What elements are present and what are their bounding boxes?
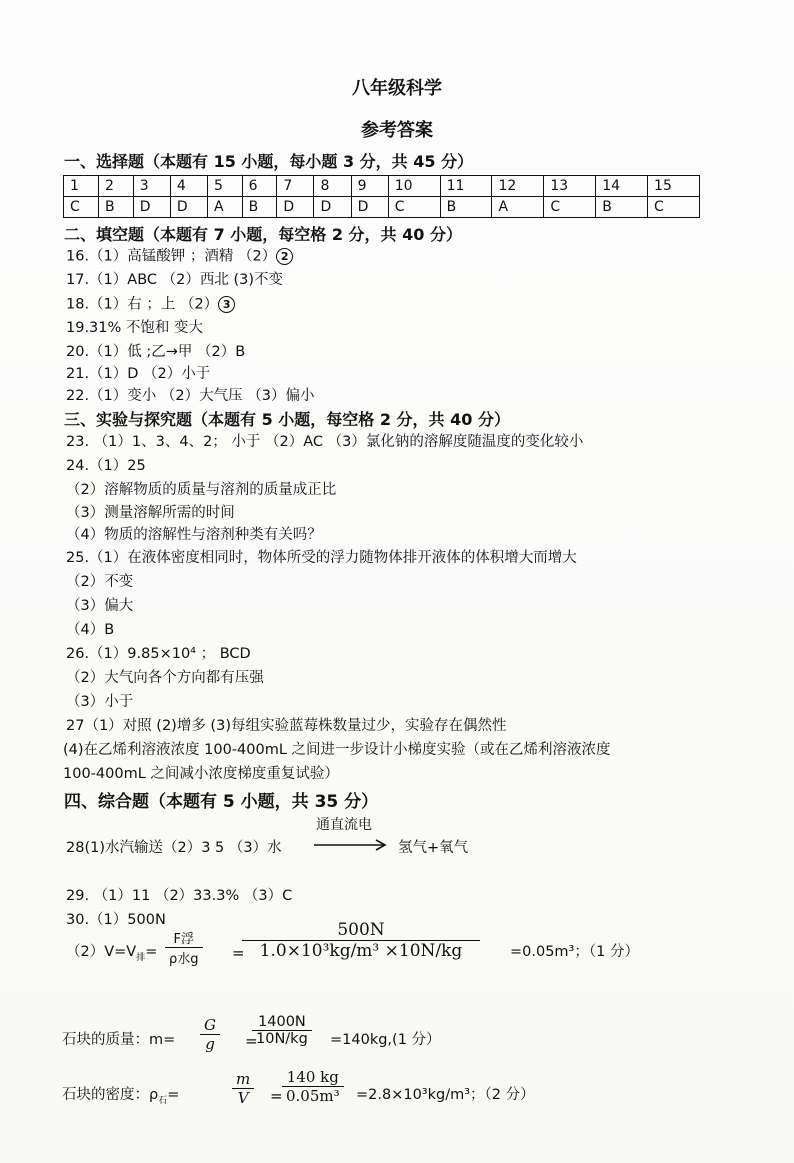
section2-heading: 二、填空题（本题有 7 小题，每空格 2 分，共 40 分） — [64, 225, 462, 244]
answer-cell: D — [351, 197, 388, 218]
answer-q18 — [66, 296, 235, 314]
answer-q27-2: (4)在乙烯利溶液浓度 100-400mL 之间进一步设计小梯度实验（或在乙烯利溶液浓度 — [63, 742, 611, 758]
answer-cell: C — [388, 197, 440, 218]
reaction-condition: 通直流电 — [316, 817, 372, 833]
circled-number: 3 — [218, 296, 235, 313]
answer-q28-left: 28(1)水汽输送（2）3 5 （3）水 — [66, 840, 282, 856]
equals-sign: = — [245, 1032, 258, 1050]
answer-cell: A — [208, 197, 243, 218]
equals-sign: = — [167, 1087, 180, 1103]
answer-cell: B — [99, 197, 134, 218]
fraction-buoyancy-over-density — [165, 928, 203, 967]
question-number-cell: 3 — [133, 176, 170, 197]
answer-q29: 29. （1）11 （2）33.3% （3）C — [66, 888, 293, 904]
answer-q25-4: （4）B — [66, 622, 115, 638]
answer-q17: 17.（1）ABC （2）西北 (3)不变 — [66, 272, 284, 288]
fraction-denominator: 0.05m³ — [286, 1087, 340, 1105]
equals-sign: = — [270, 1087, 283, 1105]
fraction-numerator: G — [204, 1016, 216, 1034]
page-subtitle: 参考答案 — [361, 120, 433, 141]
volume-expression: （2）V=V — [66, 944, 137, 960]
answer-q20: 20.（1）低 ;乙→甲 （2）B — [66, 344, 246, 360]
mass-label: 石块的质量：m= — [62, 1032, 176, 1048]
reaction-arrow-icon — [314, 838, 388, 852]
subscript-stone: 石 — [158, 1095, 168, 1106]
density-label-text: 石块的密度：ρ — [62, 1087, 159, 1103]
answer-cell: B — [242, 197, 277, 218]
question-number-cell: 5 — [208, 176, 243, 197]
fraction-mass-calculation — [252, 1014, 312, 1047]
page-title: 八年级科学 — [352, 78, 442, 99]
section1-heading: 一、选择题（本题有 15 小题，每小题 3 分，共 45 分） — [64, 152, 474, 171]
question-number-cell: 9 — [351, 176, 388, 197]
answer-q19: 19.31% 不饱和 变大 — [66, 320, 204, 336]
question-number-cell: 12 — [492, 176, 544, 197]
fraction-denominator: 10N/kg — [256, 1031, 308, 1047]
fraction-numerator: m — [236, 1070, 251, 1088]
question-number-cell: 6 — [242, 176, 277, 197]
answer-cell: D — [133, 197, 170, 218]
fraction-denominator: g — [205, 1035, 215, 1053]
circled-number: 2 — [276, 248, 293, 265]
answer-q16-text: 16.（1）高锰酸钾 ；酒精 （2） — [66, 248, 277, 265]
fraction-denominator: V — [237, 1089, 249, 1107]
answer-q28-products: 氢气+氧气 — [398, 840, 469, 856]
answer-q27-1: 27（1）对照 (2)增多 (3)每组实验蓝莓株数量过少，实验存在偶然性 — [66, 718, 507, 734]
question-number-cell: 11 — [440, 176, 492, 197]
question-number-cell: 8 — [314, 176, 351, 197]
fraction-denominator: ρ水g — [169, 952, 199, 967]
question-number-cell: 15 — [648, 176, 700, 197]
answer-q26-2: （2）大气向各个方向都有压强 — [66, 670, 264, 686]
answer-cell: A — [492, 197, 544, 218]
answer-q16 — [66, 248, 293, 266]
question-number-cell: 10 — [388, 176, 440, 197]
answer-q30-2-prefix — [66, 944, 157, 964]
answer-cell: D — [170, 197, 207, 218]
fraction-numerator: 140 kg — [286, 1068, 339, 1086]
answer-cell: D — [277, 197, 314, 218]
equals-sign: = — [145, 944, 158, 960]
answer-q24-2: （2）溶解物质的质量与溶剂的质量成正比 — [66, 482, 337, 498]
answer-cell: C — [648, 197, 700, 218]
fraction-volume-calculation — [242, 920, 480, 961]
fraction-density-calculation — [282, 1068, 344, 1105]
answer-cell: B — [596, 197, 648, 218]
answer-q23: 23. （1）1、3、4、2； 小于 （2）AC （3）氯化钠的溶解度随温度的变化较小 — [66, 434, 584, 450]
fraction-denominator: 1.0×10³kg/m³ ×10N/kg — [259, 941, 463, 961]
answer-cell: C — [544, 197, 596, 218]
question-number-cell: 14 — [596, 176, 648, 197]
equals-sign: = — [232, 944, 245, 962]
fraction-numerator: 500N — [337, 920, 385, 940]
question-number-cell: 7 — [277, 176, 314, 197]
question-number-cell: 4 — [170, 176, 207, 197]
question-number-row — [64, 176, 700, 197]
question-number-cell: 1 — [64, 176, 99, 197]
answer-q24-3: （3）测量溶解所需的时间 — [66, 505, 235, 521]
answer-q27-3: 100-400mL 之间减小浓度梯度重复试验） — [63, 766, 339, 782]
section3-heading: 三、实验与探究题（本题有 5 小题，每空格 2 分，共 40 分） — [64, 410, 510, 429]
density-result: =2.8×10³kg/m³；（2 分） — [356, 1087, 535, 1103]
density-label — [62, 1087, 179, 1107]
volume-result: =0.05m³；（1 分） — [510, 944, 639, 960]
answer-cell: B — [440, 197, 492, 218]
answer-q25-3: （3）偏大 — [66, 598, 134, 614]
subscript-displaced: 排 — [136, 952, 146, 963]
answer-q26-1: 26.（1）9.85×10⁴ ； BCD — [66, 646, 251, 662]
answer-row — [64, 197, 700, 218]
answer-q21: 21.（1）D （2）小于 — [66, 366, 211, 382]
answer-cell: D — [314, 197, 351, 218]
answer-q26-3: （3）小于 — [66, 694, 134, 710]
choice-answer-table — [63, 175, 700, 218]
answer-q18-text: 18.（1）右 ；上 （2） — [66, 296, 219, 313]
answer-q30-1: 30.（1）500N — [66, 912, 166, 928]
mass-result: =140kg,(1 分） — [330, 1032, 441, 1048]
question-number-cell: 13 — [544, 176, 596, 197]
section4-heading: 四、综合题（本题有 5 小题，共 35 分） — [64, 792, 379, 812]
question-number-cell: 2 — [99, 176, 134, 197]
answer-q24-4: （4）物质的溶解性与溶剂种类有关吗？ — [66, 527, 322, 543]
answer-cell: C — [64, 197, 99, 218]
answer-q25-2: （2）不变 — [66, 574, 134, 590]
fraction-numerator: F浮 — [173, 932, 194, 947]
fraction-numerator: 1400N — [258, 1014, 306, 1030]
fraction-weight-over-g — [200, 1016, 220, 1053]
answer-q22: 22.（1）变小 （2）大气压 （3）偏小 — [66, 388, 315, 404]
fraction-mass-over-volume — [232, 1070, 254, 1107]
answer-q25-1: 25.（1）在液体密度相同时，物体所受的浮力随物体排开液体的体积增大而增大 — [66, 550, 577, 566]
answer-q24-1: 24.（1）25 — [66, 458, 146, 474]
